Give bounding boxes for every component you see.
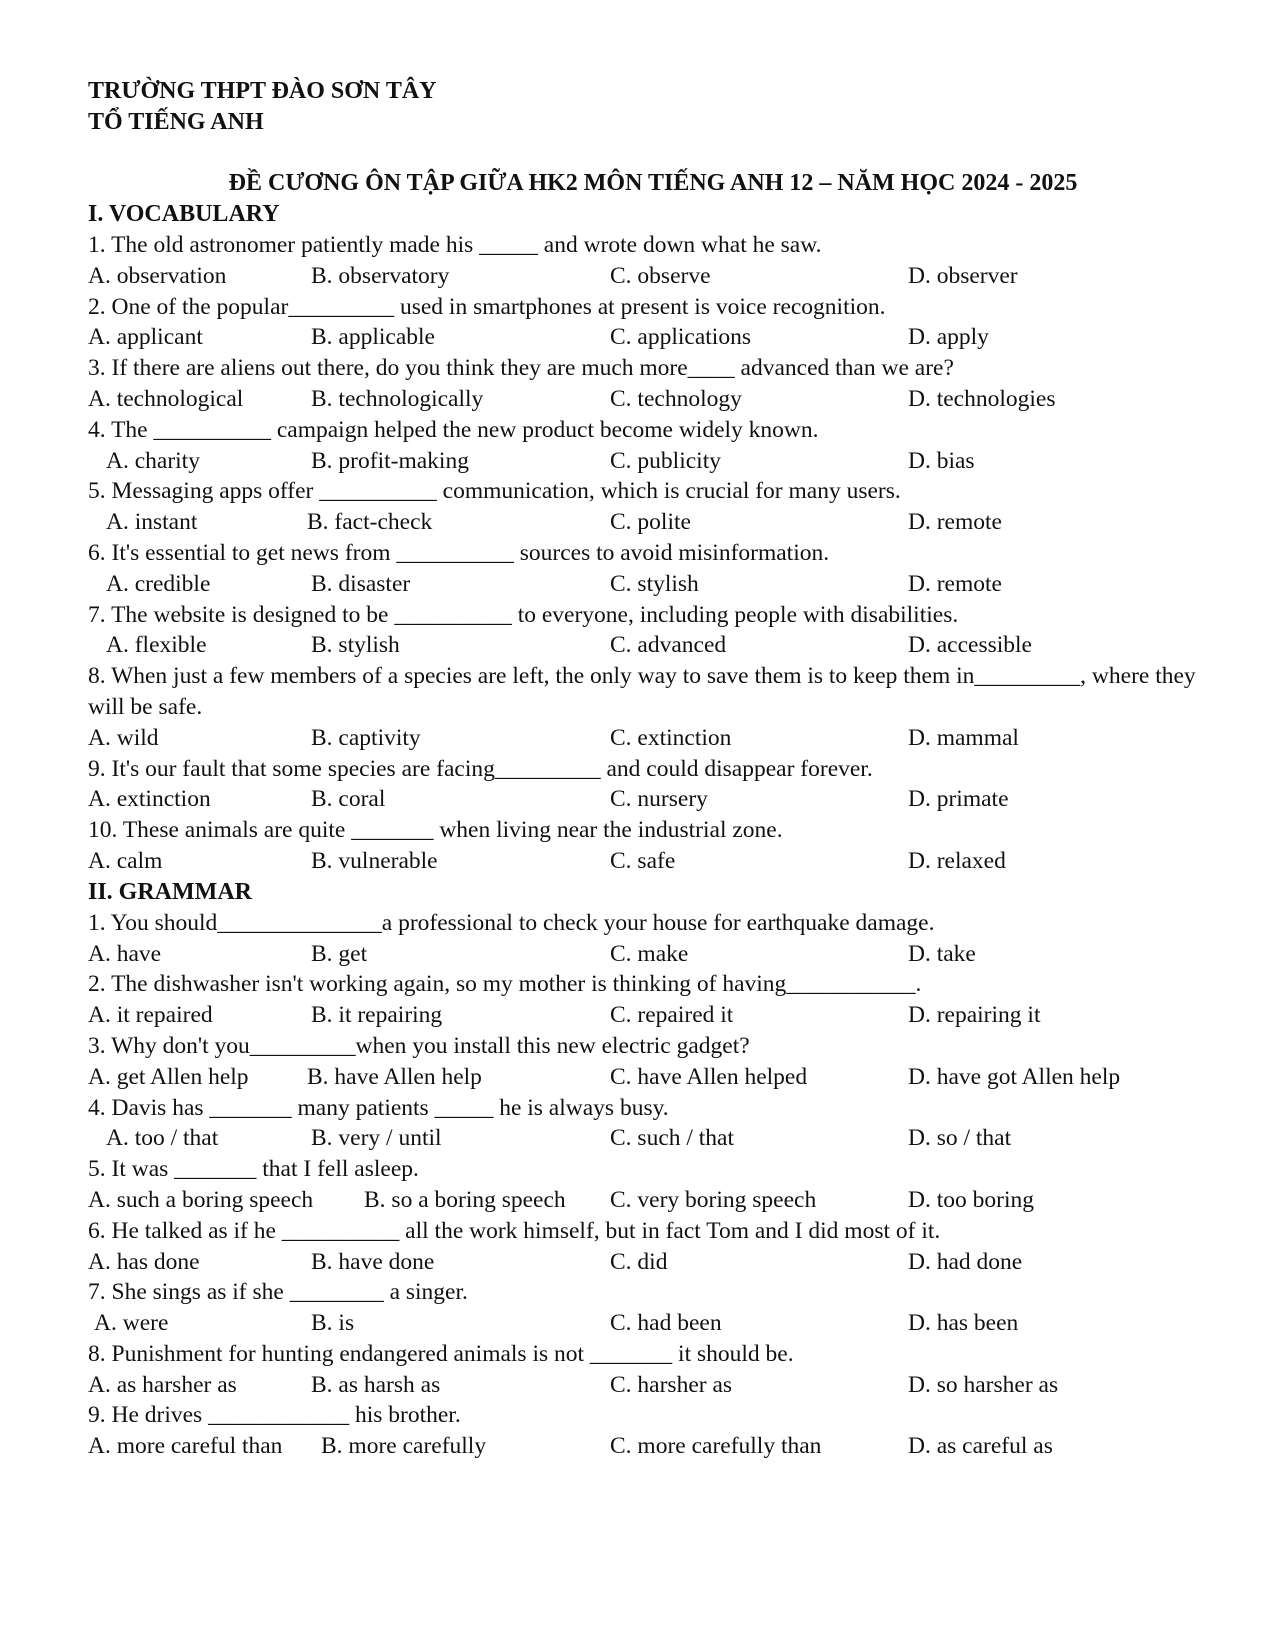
question-stem: 9. He drives ____________ his brother. [88, 1402, 461, 1429]
option-a: A. too / that [106, 1125, 219, 1152]
answer-options [88, 939, 1218, 970]
option-d: D. too boring [908, 1186, 1034, 1213]
option-b: B. get [311, 940, 368, 967]
option-d: D. so harsher as [908, 1371, 1059, 1398]
answer-options [88, 1062, 1218, 1093]
option-b: B. stylish [311, 632, 400, 659]
answer-options [88, 507, 1218, 538]
answer-options [88, 1247, 1218, 1278]
option-b: B. technologically [311, 385, 484, 412]
option-d: D. technologies [908, 385, 1056, 412]
option-a: A. have [88, 940, 162, 967]
answer-options [88, 1123, 1218, 1154]
option-c: C. polite [610, 509, 691, 536]
answer-options [88, 1185, 1218, 1216]
option-b: B. so a boring speech [364, 1186, 566, 1213]
question-stem: 7. The website is designed to be __________ to everyone, including people with disabilities. [88, 601, 959, 628]
option-d: D. has been [908, 1310, 1019, 1337]
option-b: B. as harsh as [311, 1371, 441, 1398]
question-stem: 1. The old astronomer patiently made his _____ and wrote down what he saw. [88, 232, 822, 258]
option-c: C. observe [610, 262, 711, 289]
question-stem: 3. Why don't you_________when you install this new electric gadget? [88, 1032, 750, 1059]
option-d: D. apply [908, 324, 989, 351]
option-c: C. safe [610, 847, 676, 874]
option-c: C. publicity [610, 447, 721, 474]
question-stem: 1. You should______________a professional to check your house for earthquake damage. [88, 909, 935, 936]
question-stem: 6. He talked as if he __________ all the work himself, but in fact Tom and I did most of it. [88, 1217, 941, 1244]
option-c: C. more carefully than [610, 1433, 822, 1460]
option-d: D. bias [908, 447, 975, 474]
question-stem: 8. Punishment for hunting endangered animals is not _______ it should be. [88, 1340, 794, 1367]
option-d: D. repairing it [908, 1002, 1041, 1029]
option-c: C. extinction [610, 724, 732, 751]
answer-options [88, 446, 1218, 477]
option-a: A. extinction [88, 786, 211, 813]
option-a: A. has done [88, 1248, 200, 1275]
answer-options [88, 1000, 1218, 1031]
option-d: D. relaxed [908, 847, 1006, 874]
option-c: C. had been [610, 1310, 722, 1337]
option-d: D. mammal [908, 724, 1019, 751]
option-a: A. wild [88, 724, 159, 751]
option-d: D. take [908, 940, 976, 967]
section-heading-grammar: II. GRAMMAR [88, 878, 252, 905]
option-b: B. observatory [311, 262, 450, 289]
option-b: B. captivity [311, 724, 421, 751]
option-d: D. so / that [908, 1125, 1012, 1152]
option-a: A. observation [88, 262, 227, 289]
question-stem: 3. If there are aliens out there, do you think they are much more____ advanced than we are? [88, 355, 954, 382]
option-b: B. fact-check [307, 509, 433, 536]
answer-options [88, 1370, 1218, 1401]
option-a: A. charity [106, 447, 200, 474]
document-title: ĐỀ CƯƠNG ÔN TẬP GIỮA HK2 MÔN TIẾNG ANH 12 – NĂM HỌC 2024 - 2025 [228, 170, 1078, 196]
question-stem: 4. The __________ campaign helped the new product become widely known. [88, 416, 819, 443]
department-name: TỔ TIẾNG ANH [88, 109, 264, 135]
answer-options [88, 846, 1218, 877]
answer-options [88, 1308, 1218, 1339]
question-stem: 4. Davis has _______ many patients _____ he is always busy. [88, 1094, 669, 1121]
option-c: C. such / that [610, 1125, 735, 1152]
option-d: D. as careful as [908, 1433, 1053, 1460]
question-stem: 2. One of the popular_________ used in smartphones at present is voice recognition. [88, 293, 886, 320]
option-a: A. technological [88, 385, 244, 412]
answer-options [88, 723, 1218, 754]
option-a: A. as harsher as [88, 1371, 237, 1398]
option-b: B. is [311, 1310, 355, 1337]
option-d: D. observer [908, 262, 1018, 289]
option-d: D. have got Allen help [908, 1063, 1121, 1090]
option-b: B. it repairing [311, 1002, 443, 1029]
answer-options [88, 322, 1218, 353]
option-b: B. very / until [311, 1125, 442, 1152]
option-d: D. remote [908, 570, 1002, 597]
option-c: C. harsher as [610, 1371, 733, 1398]
option-c: C. applications [610, 324, 751, 351]
option-b: B. have done [311, 1248, 435, 1275]
option-b: B. have Allen help [307, 1063, 482, 1090]
answer-options [88, 1431, 1218, 1462]
question-stem: 5. It was _______ that I fell asleep. [88, 1156, 419, 1183]
option-d: D. primate [908, 786, 1009, 813]
option-a: A. flexible [106, 632, 207, 659]
question-stem: 8. When just a few members of a species are left, the only way to save them is to keep them in_________, where they will be safe. [88, 663, 1196, 720]
option-a: A. get Allen help [88, 1063, 249, 1090]
option-c: C. did [610, 1248, 668, 1275]
option-d: D. had done [908, 1248, 1023, 1275]
option-c: C. stylish [610, 570, 699, 597]
option-d: D. remote [908, 509, 1002, 536]
question-stem: 2. The dishwasher isn't working again, so my mother is thinking of having___________. [88, 971, 922, 998]
question-stem: 10. These animals are quite _______ when living near the industrial zone. [88, 817, 783, 844]
option-b: B. vulnerable [311, 847, 438, 874]
option-b: B. disaster [311, 570, 411, 597]
option-b: B. more carefully [321, 1433, 487, 1460]
page-bottom-margin [88, 1462, 1218, 1502]
option-c: C. very boring speech [610, 1186, 817, 1213]
option-a: A. were [94, 1310, 169, 1337]
option-a: A. applicant [88, 324, 203, 351]
question-stem: 6. It's essential to get news from __________ sources to avoid misinformation. [88, 539, 830, 566]
option-a: A. calm [88, 847, 163, 874]
answer-options [88, 784, 1218, 815]
option-a: A. it repaired [88, 1002, 213, 1029]
option-c: C. have Allen helped [610, 1063, 808, 1090]
question-stem: 5. Messaging apps offer __________ communication, which is crucial for many users. [88, 478, 901, 505]
option-a: A. such a boring speech [88, 1186, 314, 1213]
answer-options [88, 630, 1218, 661]
section-heading-vocabulary: I. VOCABULARY [88, 201, 280, 227]
option-c: C. advanced [610, 632, 727, 659]
option-b: B. profit-making [311, 447, 469, 474]
answer-options [88, 261, 1218, 292]
question-stem: 7. She sings as if she ________ a singer. [88, 1279, 468, 1306]
school-name: TRƯỜNG THPT ĐÀO SƠN TÂY [88, 78, 437, 104]
option-c: C. technology [610, 385, 742, 412]
option-a: A. credible [106, 570, 211, 597]
question-stem: 9. It's our fault that some species are facing_________ and could disappear forever. [88, 755, 873, 782]
option-a: A. instant [106, 509, 198, 536]
option-c: C. make [610, 940, 689, 967]
option-c: C. nursery [610, 786, 708, 813]
answer-options [88, 569, 1218, 600]
option-b: B. applicable [311, 324, 435, 351]
option-d: D. accessible [908, 632, 1032, 659]
document-page [88, 76, 1218, 1502]
option-c: C. repaired it [610, 1002, 734, 1029]
option-a: A. more careful than [88, 1433, 283, 1460]
answer-options [88, 384, 1218, 415]
option-b: B. coral [311, 786, 386, 813]
